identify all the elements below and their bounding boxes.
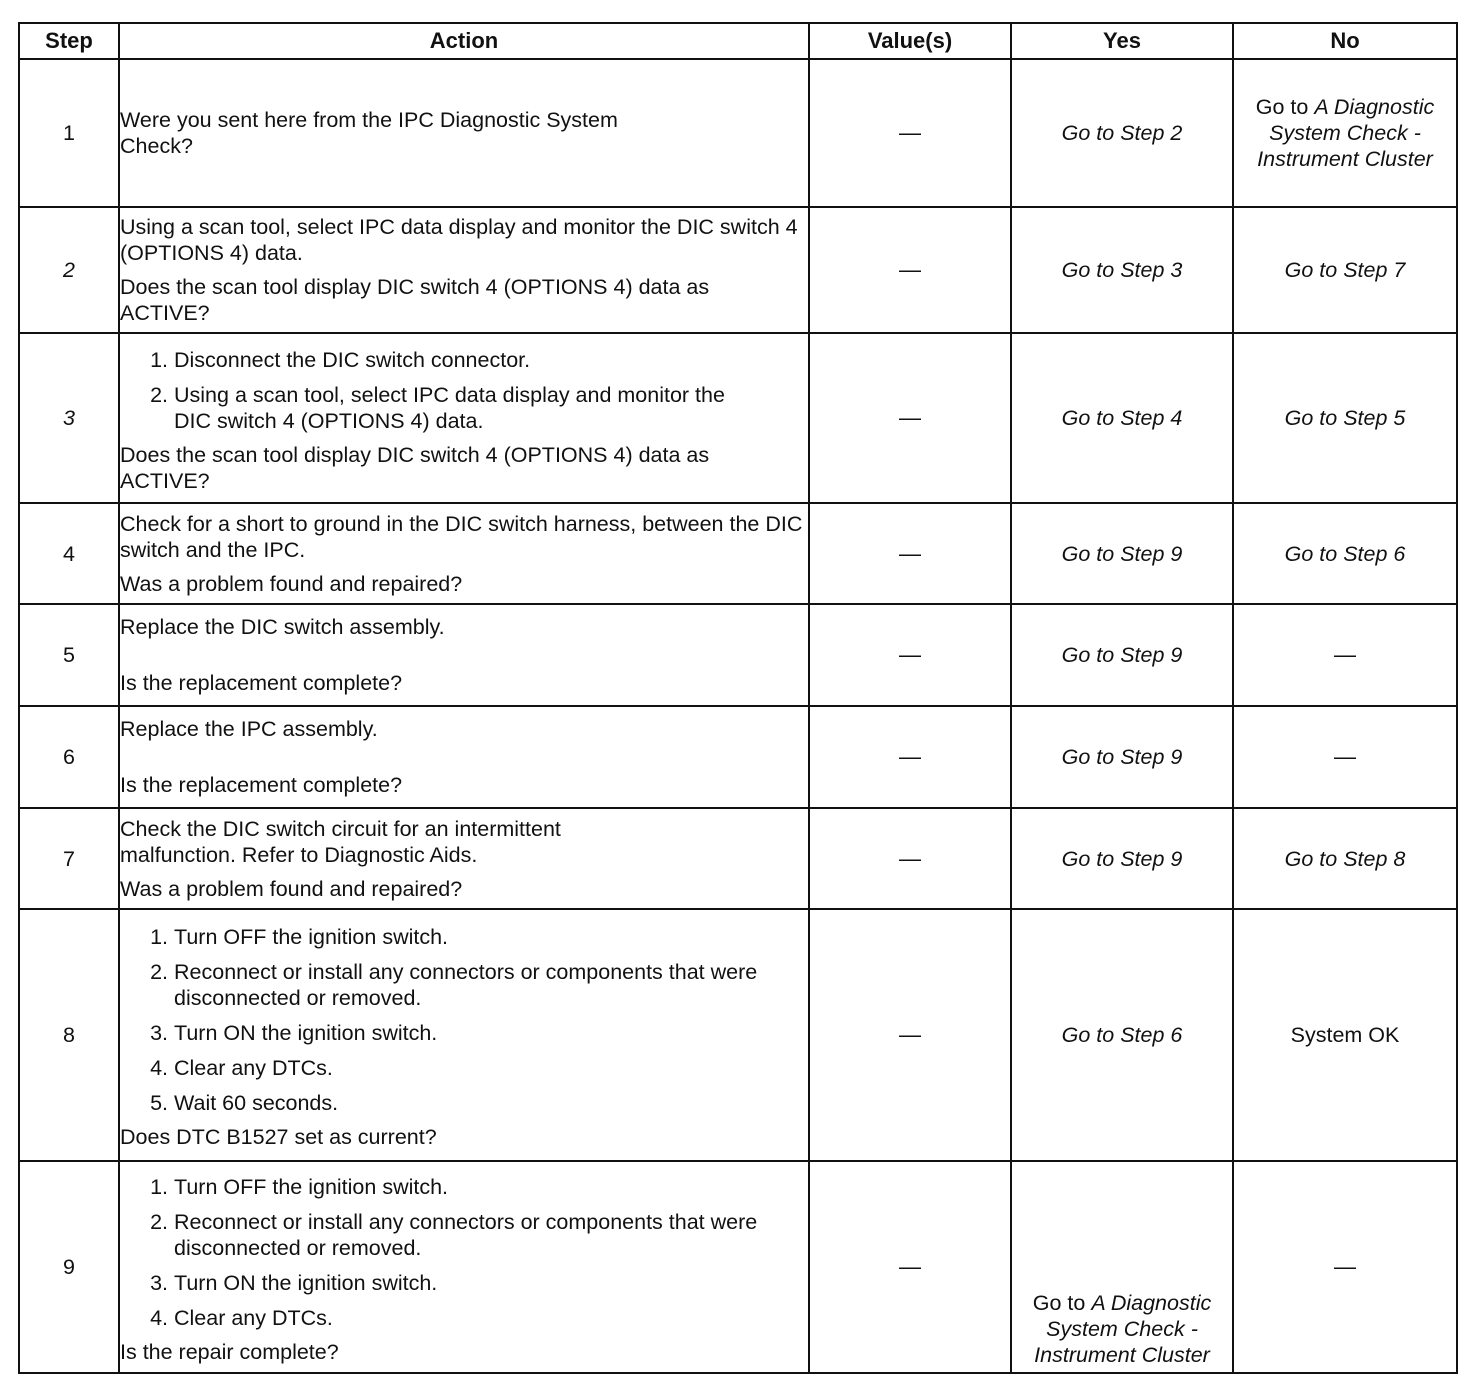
diagnostic-table	[18, 22, 1458, 1374]
action-text: Using a scan tool, select IPC data display and monitor the DIC switch 4 (OPTIONS 4) data.	[120, 215, 798, 265]
yes-cell	[1011, 503, 1233, 604]
action-cell	[119, 706, 809, 808]
value-cell	[809, 808, 1011, 909]
action-cell	[119, 909, 809, 1161]
value-cell	[809, 909, 1011, 1161]
no-link[interactable]: Go to Step 7	[1284, 258, 1406, 282]
no-cell	[1233, 909, 1457, 1161]
yes-link[interactable]: Go to Step 4	[1061, 406, 1183, 430]
list-item: 2. Reconnect or install any connectors or components that were disconnected or removed.	[174, 959, 794, 1011]
step-number: 1	[19, 59, 119, 207]
yes-cell	[1011, 706, 1233, 808]
value-cell	[809, 59, 1011, 207]
yes-link[interactable]: Go to Step 2	[1061, 121, 1183, 145]
list-item: 3. Turn ON the ignition switch.	[174, 1270, 794, 1296]
table-row-step-7	[19, 808, 1457, 909]
value-dash: —	[899, 257, 921, 282]
value-dash: —	[899, 120, 921, 145]
no-cell	[1233, 604, 1457, 706]
value-cell	[809, 503, 1011, 604]
header-action: Action	[119, 23, 809, 59]
action-question: Is the repair complete?	[120, 1339, 339, 1364]
action-question: Does the scan tool display DIC switch 4 (OPTIONS 4) data as ACTIVE?	[120, 442, 710, 493]
table-row-step-5	[19, 604, 1457, 706]
yes-link[interactable]: Go to Step 9	[1061, 846, 1183, 871]
no-cell	[1233, 706, 1457, 808]
action-question: Was a problem found and repaired?	[120, 876, 463, 901]
yes-prefix: Go to	[1032, 1291, 1092, 1315]
action-cell	[119, 207, 809, 333]
no-cell	[1233, 333, 1457, 503]
action-cell	[119, 333, 809, 503]
value-dash: —	[899, 642, 921, 667]
action-text: Replace the IPC assembly.	[120, 717, 378, 741]
no-link[interactable]: Go to Step 8	[1284, 846, 1406, 871]
value-cell	[809, 207, 1011, 333]
list-item: 2. Using a scan tool, select IPC data display and monitor the DIC switch 4 (OPTIONS 4) data.	[174, 382, 734, 434]
list-item: 1. Turn OFF the ignition switch.	[174, 924, 794, 950]
value-dash: —	[899, 405, 921, 430]
no-cell	[1233, 503, 1457, 604]
no-dash: —	[1334, 1254, 1356, 1279]
header-values: Value(s)	[809, 23, 1011, 59]
action-text: Replace the DIC switch assembly.	[120, 615, 445, 639]
action-question: Is the replacement complete?	[120, 671, 403, 695]
table-row-step-9	[19, 1161, 1457, 1373]
value-dash: —	[899, 744, 921, 769]
yes-link[interactable]: Go to Step 6	[1061, 1023, 1183, 1047]
no-link[interactable]: Go to Step 6	[1284, 541, 1406, 566]
table-row-step-1	[19, 59, 1457, 207]
yes-cell	[1011, 604, 1233, 706]
action-question: Does the scan tool display DIC switch 4 (OPTIONS 4) data as ACTIVE?	[120, 275, 710, 325]
step-number: 2	[19, 207, 119, 333]
action-steps-list	[120, 924, 794, 1116]
list-item: 3. Turn ON the ignition switch.	[174, 1020, 794, 1046]
action-cell	[119, 604, 809, 706]
table-row-step-2	[19, 207, 1457, 333]
action-text: Check the DIC switch circuit for an intermittent malfunction. Refer to Diagnostic Aids.	[120, 816, 561, 867]
yes-link[interactable]: Go to Step 3	[1061, 258, 1183, 282]
yes-cell	[1011, 333, 1233, 503]
action-question: Was a problem found and repaired?	[120, 571, 463, 596]
action-question: Is the replacement complete?	[120, 773, 403, 797]
action-cell	[119, 503, 809, 604]
action-cell	[119, 1161, 809, 1373]
value-dash: —	[899, 540, 921, 566]
step-number: 6	[19, 706, 119, 808]
yes-cell	[1011, 808, 1233, 909]
list-item: 4. Clear any DTCs.	[174, 1305, 794, 1331]
table-row-step-8	[19, 909, 1457, 1161]
value-cell	[809, 1161, 1011, 1373]
no-cell	[1233, 808, 1457, 909]
list-item: 1. Turn OFF the ignition switch.	[174, 1174, 794, 1200]
header-row	[19, 23, 1457, 59]
no-link[interactable]: A Diagnostic System Check - Instrument Cluster	[1257, 95, 1435, 171]
yes-link[interactable]: Go to Step 9	[1061, 643, 1183, 667]
no-dash: —	[1334, 744, 1356, 769]
value-cell	[809, 604, 1011, 706]
no-result: System OK	[1290, 1023, 1400, 1047]
table-row-step-3	[19, 333, 1457, 503]
yes-cell	[1011, 909, 1233, 1161]
no-cell	[1233, 207, 1457, 333]
action-text: Check for a short to ground in the DIC switch harness, between the DIC switch and the IPC.	[120, 511, 803, 562]
yes-cell	[1011, 1161, 1233, 1373]
table-row-step-6	[19, 706, 1457, 808]
action-question: Does DTC B1527 set as current?	[120, 1125, 437, 1149]
list-item: 1. Disconnect the DIC switch connector.	[174, 347, 734, 373]
no-dash: —	[1334, 642, 1356, 667]
action-cell	[119, 808, 809, 909]
no-cell	[1233, 1161, 1457, 1373]
value-dash: —	[899, 845, 921, 871]
yes-cell	[1011, 207, 1233, 333]
action-steps-list	[120, 347, 734, 434]
step-number: 7	[19, 808, 119, 909]
table-row-step-4	[19, 503, 1457, 604]
value-cell	[809, 706, 1011, 808]
action-cell	[119, 59, 809, 207]
step-number: 4	[19, 503, 119, 604]
no-prefix: Go to	[1255, 95, 1315, 119]
yes-cell	[1011, 59, 1233, 207]
header-yes: Yes	[1011, 23, 1233, 59]
list-item: 4. Clear any DTCs.	[174, 1055, 794, 1081]
list-item: 5. Wait 60 seconds.	[174, 1090, 794, 1116]
header-no: No	[1233, 23, 1457, 59]
step-number: 5	[19, 604, 119, 706]
yes-link[interactable]: Go to Step 9	[1061, 745, 1183, 769]
yes-link[interactable]: A Diagnostic System Check - Instrument Cluster	[1034, 1291, 1212, 1367]
action-steps-list	[120, 1174, 794, 1331]
step-number: 3	[19, 333, 119, 503]
yes-link[interactable]: Go to Step 9	[1061, 541, 1183, 566]
no-link[interactable]: Go to Step 5	[1284, 406, 1406, 430]
action-text: Were you sent here from the IPC Diagnostic System Check?	[120, 108, 618, 158]
value-dash: —	[899, 1254, 921, 1279]
header-step: Step	[19, 23, 119, 59]
step-number: 8	[19, 909, 119, 1161]
no-cell	[1233, 59, 1457, 207]
value-dash: —	[899, 1022, 921, 1047]
value-cell	[809, 333, 1011, 503]
list-item: 2. Reconnect or install any connectors or components that were disconnected or removed.	[174, 1209, 794, 1261]
step-number: 9	[19, 1161, 119, 1373]
